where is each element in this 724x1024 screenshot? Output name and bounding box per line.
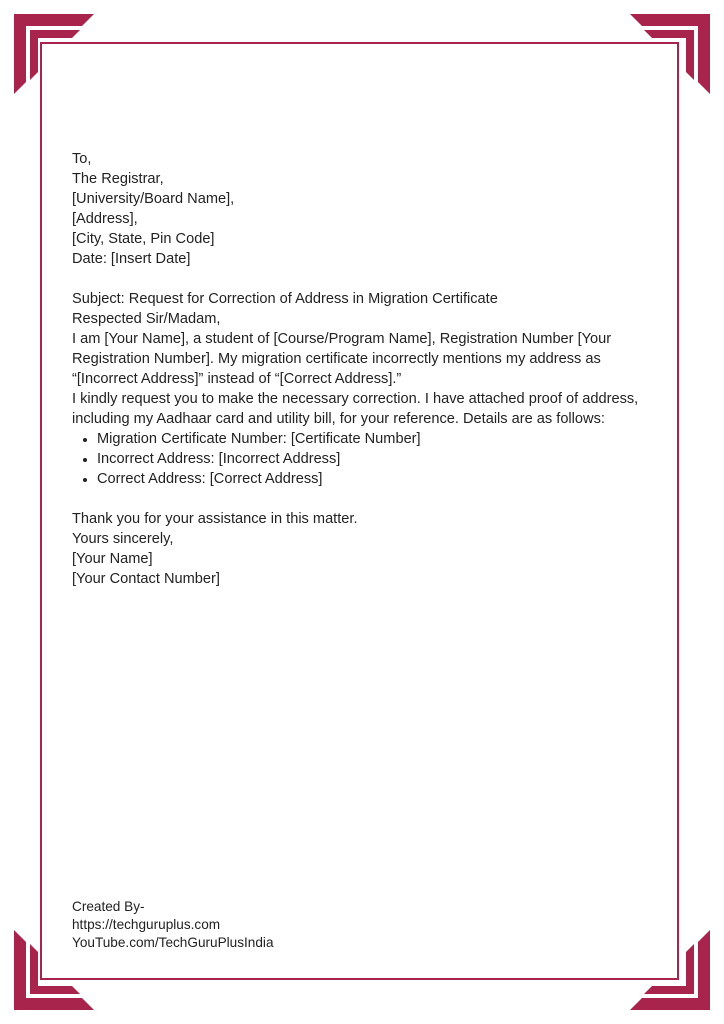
sender-name: [Your Name] — [72, 551, 153, 567]
list-item: • Incorrect Address: [Incorrect Address] — [97, 449, 652, 469]
address-line: The Registrar, — [72, 171, 164, 187]
signature-block — [72, 529, 652, 589]
body-paragraph-2: I kindly request you to make the necessary correction. I have attached proof of address, including my Aadhaar card and utility bill, for your reference. Details are as follows: — [72, 391, 639, 427]
subject-line: Subject: Request for Correction of Address in Migration Certificate — [72, 291, 498, 307]
date-line: Date: [Insert Date] — [72, 251, 191, 267]
list-item: • Correct Address: [Correct Address] — [97, 469, 652, 489]
address-line: [City, State, Pin Code] — [72, 231, 215, 247]
footer-youtube: YouTube.com/TechGuruPlusIndia — [72, 935, 274, 950]
thanks-line: Thank you for your assistance in this matter. — [72, 511, 358, 527]
address-line: To, — [72, 151, 92, 167]
details-list — [72, 429, 652, 489]
address-line: [Address], — [72, 211, 138, 227]
sender-contact: [Your Contact Number] — [72, 571, 220, 587]
body-paragraph-1: I am [Your Name], a student of [Course/Program Name], Registration Number [Your Registration Number]. My migration certificate incorrectly mentions my address as “[Incorrect Address]” instead of “[Correct Address].” — [72, 331, 612, 387]
footer-label: Created By- — [72, 899, 145, 914]
letter-body — [72, 149, 652, 589]
corner-ornament-top-left — [0, 0, 96, 96]
corner-ornament-top-right — [628, 0, 724, 96]
closing-line: Yours sincerely, — [72, 531, 174, 547]
list-item: • Migration Certificate Number: [Certificate Number] — [97, 429, 652, 449]
recipient-address — [72, 149, 652, 269]
salutation: Respected Sir/Madam, — [72, 311, 221, 327]
footer-website: https://techguruplus.com — [72, 917, 221, 932]
address-line: [University/Board Name], — [72, 191, 235, 207]
credit-footer — [72, 898, 472, 952]
corner-ornament-bottom-right — [628, 928, 724, 1024]
